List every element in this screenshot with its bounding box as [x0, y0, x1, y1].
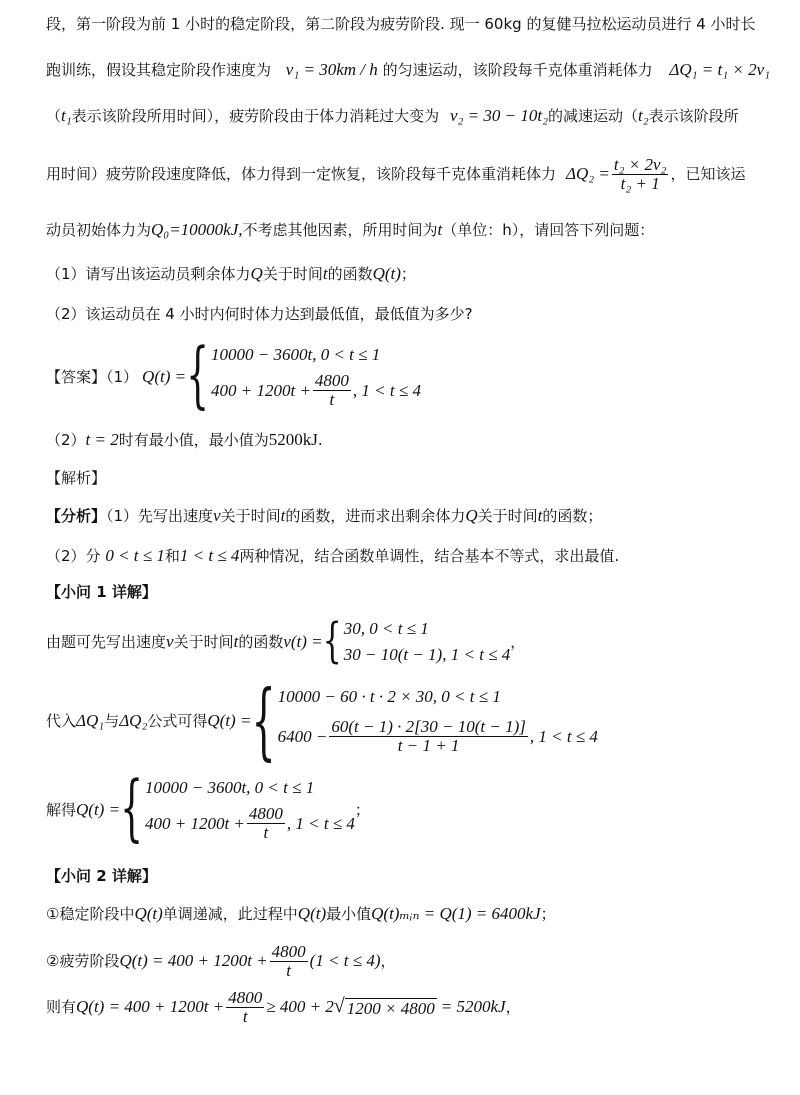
s2-b: (1 < t ≤ 4)	[309, 951, 381, 970]
sol-text-a: 解得	[46, 801, 77, 819]
q1-text-c: 的函数	[327, 265, 373, 283]
sub-case-1: 10000 − 60 · t · 2 × 30, 0 < t ≤ 1	[277, 686, 501, 706]
s3-frac-den: t	[242, 1006, 248, 1026]
intro-line-1	[46, 14, 756, 34]
sub1-title	[46, 582, 157, 602]
sol-case-2a: 400 + 1200t +	[144, 813, 245, 833]
sol-frac-den: t	[263, 823, 269, 843]
fenxi2-b: 和	[164, 547, 180, 565]
fraction-dq2-denominator: t₂ + 1	[620, 173, 660, 193]
intro-line-5	[46, 220, 654, 240]
sub1-substitution	[46, 672, 598, 770]
q1-text-a: （1）请写出该运动员剩余体力	[46, 265, 251, 283]
s2-a: ②疲劳阶段	[46, 952, 120, 970]
sub-piecewise	[251, 672, 598, 770]
var-Q: Q	[250, 264, 263, 283]
analysis-line-2	[46, 546, 619, 566]
s3-b: ≥ 400 + 2	[266, 997, 334, 1016]
v-piecewise	[322, 613, 511, 670]
sub2-step-3	[46, 984, 521, 1030]
sub-frac-den: t − 1 + 1	[397, 736, 460, 756]
analysis-title-text: 【解析】	[46, 469, 107, 487]
fraction-dq2-numerator: t₂ × 2v₂	[613, 154, 667, 174]
sqrt	[334, 996, 437, 1018]
intro-line-3	[46, 106, 739, 126]
formula-dq2: ΔQ₂ =	[566, 164, 610, 183]
v-case-2: 30 − 10(t − 1), 1 < t ≤ 4	[343, 645, 511, 664]
s1-fn: Q(t)	[134, 904, 163, 923]
answer-frac-num: 4800	[314, 371, 349, 391]
sol-frac-num: 4800	[248, 804, 283, 824]
answer-p2-eq: t = 2	[85, 430, 119, 449]
formula-q0: Q₀=10000kJ,	[151, 220, 243, 239]
fenxi-label: 【分析】	[46, 507, 107, 525]
s1-b: 单调递减，此过程中	[162, 905, 298, 923]
sol-case-1: 10000 − 3600t, 0 < t ≤ 1	[144, 777, 315, 797]
sub2-title-text: 【小问 2 详解】	[46, 867, 157, 885]
fenxi1-c: 的函数，进而求出剩余体力	[285, 507, 466, 525]
formula-v2: v₂ = 30 − 10t₂	[449, 106, 548, 125]
formula-v1: v₁ = 30km / h	[285, 60, 378, 79]
intro-text-5c: （单位：h），请回答下列问题：	[442, 221, 655, 239]
sub-text-a: 代入	[46, 712, 77, 730]
sub1-title-text: 【小问 1 详解】	[46, 583, 157, 601]
intro-text-3d: 表示该阶段所	[648, 107, 739, 125]
sub-lhs: Q(t) =	[207, 711, 252, 730]
intro-line-2	[46, 60, 770, 80]
fenxi1-a: （1）先写出速度	[106, 507, 214, 525]
intro-text-5a: 动员初始体力为	[46, 221, 152, 239]
formula-t2: t₂	[638, 106, 649, 125]
v-end: ，	[510, 633, 526, 651]
s3-d: ，	[505, 998, 521, 1016]
var-t: t	[437, 220, 443, 239]
brace: {	[251, 672, 276, 770]
analysis-line-1	[46, 506, 602, 526]
v-text-b: 关于时间	[173, 633, 234, 651]
dq2: ΔQ₂	[119, 711, 148, 730]
s3-c: = 5200kJ	[440, 997, 506, 1016]
answer-piecewise	[186, 335, 421, 417]
fenxi2-a: （2）分	[46, 547, 101, 565]
sub-case-2b: , 1 < t ≤ 4	[529, 726, 598, 746]
var-v: v	[213, 506, 221, 525]
s3-a: 则有	[46, 998, 77, 1016]
formula-t1: t₁	[61, 106, 72, 125]
s2-c: ，	[380, 952, 396, 970]
sub-text-b: 与	[104, 712, 120, 730]
answer-case-2b: , 1 < t ≤ 4	[352, 380, 421, 400]
sub-text-c: 公式可得	[147, 712, 208, 730]
formula-dq1: ΔQ₁ = t₁ × 2v₁	[669, 60, 771, 79]
s1-fn2: Q(t)	[297, 904, 327, 923]
sol-case-2	[145, 805, 355, 842]
answer-case-1: 10000 − 3600t, 0 < t ≤ 1	[211, 344, 381, 364]
fn-Qt: Q(t)	[372, 264, 401, 283]
var-Q: Q	[465, 506, 478, 525]
question-1	[46, 264, 416, 284]
s1-eq: Q(t)ₘᵢₙ = Q(1) = 6400kJ	[371, 904, 541, 923]
sub1-solution	[46, 768, 370, 850]
range-1: 0 < t ≤ 1	[105, 546, 165, 565]
fenxi1-e: 的函数；	[542, 507, 603, 525]
sol-end: ；	[354, 801, 370, 819]
answer-p2-c: .	[317, 431, 323, 449]
q2-text: （2）该运动员在 4 小时内何时体力达到最低值，最低值为多少?	[46, 305, 473, 323]
v-text-c: 的函数	[238, 633, 284, 651]
sub-frac-num: 60(t − 1) · 2[30 − 10(t − 1)]	[331, 717, 526, 737]
brace: {	[120, 768, 143, 850]
v-case-1: 30, 0 < t ≤ 1	[343, 619, 429, 638]
intro-text-4a: 用时间）疲劳阶段速度降低，体力得到一定恢复，该阶段每千克体重消耗体力	[46, 165, 557, 183]
fenxi1-b: 关于时间	[220, 507, 281, 525]
v-text-a: 由题可先写出速度	[46, 633, 167, 651]
s1-d: ；	[540, 905, 556, 923]
s1-c: 最小值	[326, 905, 372, 923]
answer-part-2	[46, 430, 323, 450]
answer-case-2	[211, 372, 421, 409]
q1-text-b: 关于时间	[262, 265, 323, 283]
intro-text-2a: 跑训练，假设其稳定阶段作速度为	[46, 61, 272, 79]
intro-text-5b: 不考虑其他因素，所用时间为	[242, 221, 438, 239]
v-lhs: v(t) =	[283, 632, 323, 651]
intro-text-2b: 的匀速运动，该阶段每千克体重消耗体力	[382, 61, 653, 79]
s1-a: ①稳定阶段中	[46, 905, 135, 923]
s3-lhs: Q(t) = 400 + 1200t +	[76, 997, 225, 1016]
answer-p2-b: 时有最小值，最小值为	[118, 431, 269, 449]
sqrt-radicand: 1200 × 4800	[346, 999, 435, 1018]
sqrt-icon: √	[333, 995, 345, 1017]
analysis-title	[46, 468, 106, 488]
sol-lhs: Q(t) =	[76, 800, 121, 819]
fraction-dq2	[612, 156, 669, 193]
intro-text-1: 段，第一阶段为前 1 小时的稳定阶段，第二阶段为疲劳阶段. 现一 60kg 的复健马拉松运动员进行 4 小时长	[46, 15, 756, 33]
intro-text-3c: 的减速运动（	[548, 107, 639, 125]
sol-case-2b: , 1 < t ≤ 4	[286, 813, 355, 833]
dq1: ΔQ₁	[76, 711, 105, 730]
sub-case-2	[278, 718, 598, 755]
answer-p2-a: （2）	[46, 431, 86, 449]
brace: {	[322, 613, 342, 670]
sub-case-2a: 6400 −	[277, 726, 328, 746]
answer-lhs: Q(t) =	[142, 367, 187, 386]
fenxi2-c: 两种情况，结合函数单调性，结合基本不等式，求出最值.	[239, 547, 620, 565]
intro-line-4	[46, 152, 745, 196]
intro-text-3b: 表示该阶段所用时间），疲劳阶段由于体力消耗过大变为	[71, 107, 440, 125]
var-t: t	[233, 632, 239, 651]
sub2-step-2	[46, 938, 396, 984]
question-2	[46, 304, 473, 324]
answer-p2-val: 5200kJ	[268, 430, 318, 449]
s2-frac-num: 4800	[271, 941, 306, 961]
var-t: t	[537, 506, 543, 525]
range-2: 1 < t ≤ 4	[179, 546, 240, 565]
s2-lhs: Q(t) = 400 + 1200t +	[119, 951, 268, 970]
var-v: v	[166, 632, 174, 651]
answer-frac-den: t	[329, 390, 335, 410]
s3-frac-num: 4800	[228, 987, 263, 1007]
q1-text-d: ；	[400, 265, 416, 283]
answer-case-2a: 400 + 1200t +	[211, 380, 311, 400]
sub1-velocity	[46, 614, 525, 670]
answer-part-1	[46, 335, 421, 417]
var-t: t	[280, 506, 286, 525]
var-t: t	[322, 264, 328, 283]
answer-label: 【答案】（1）	[46, 368, 139, 386]
sub2-title	[46, 866, 157, 886]
s2-frac-den: t	[286, 960, 292, 980]
sol-piecewise	[120, 768, 355, 850]
fenxi1-d: 关于时间	[477, 507, 538, 525]
intro-text-4b: ，已知该运	[670, 165, 746, 183]
intro-text-3a: （	[46, 107, 62, 125]
brace: {	[186, 335, 209, 417]
sub2-step-1	[46, 904, 556, 924]
